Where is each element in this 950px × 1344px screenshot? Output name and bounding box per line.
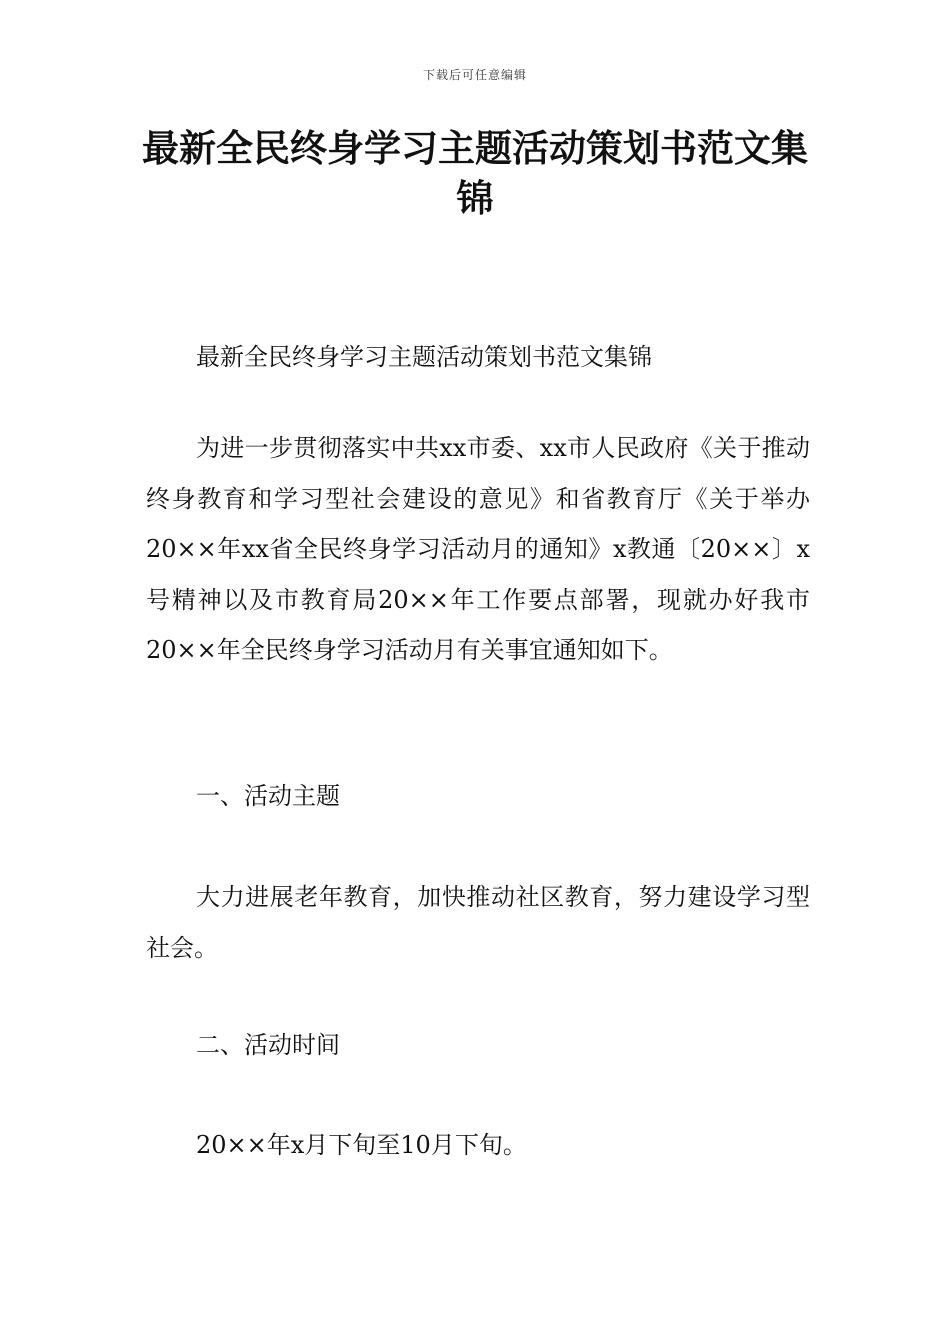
body-paragraph-subtitle — [146, 332, 810, 383]
document-title: 最新全民终身学习主题活动策划书范文集锦 — [142, 127, 808, 220]
section-heading-theme: 一、活动主题 — [196, 782, 340, 810]
section-heading-time: 二、活动时间 — [196, 1031, 340, 1059]
body-paragraph-time — [146, 1120, 810, 1171]
body-section-heading-1 — [146, 771, 810, 822]
paragraph-intro: 为进一步贯彻落实中共xx市委、xx市人民政府《关于推动终身教育和学习型社会建设的意见》和省教育厅《关于举办20××年xx省全民终身学习活动月的通知》x教通〔20××〕x号精神以及市教育局20××年工作要点部署，现就办好我市20××年全民终身学习活动月有关事宜通知如下。 — [146, 434, 810, 664]
body-paragraph-theme — [146, 872, 810, 973]
header-note: 下载后可任意编辑 — [422, 68, 527, 82]
paragraph-theme: 大力进展老年教育，加快推动社区教育，努力建设学习型社会。 — [146, 883, 810, 962]
body-section-heading-2 — [146, 1020, 810, 1071]
body-paragraph-intro — [146, 423, 810, 676]
paragraph-time: 20××年x月下旬至10月下旬。 — [196, 1131, 527, 1159]
paragraph-subtitle: 最新全民终身学习主题活动策划书范文集锦 — [196, 343, 652, 371]
